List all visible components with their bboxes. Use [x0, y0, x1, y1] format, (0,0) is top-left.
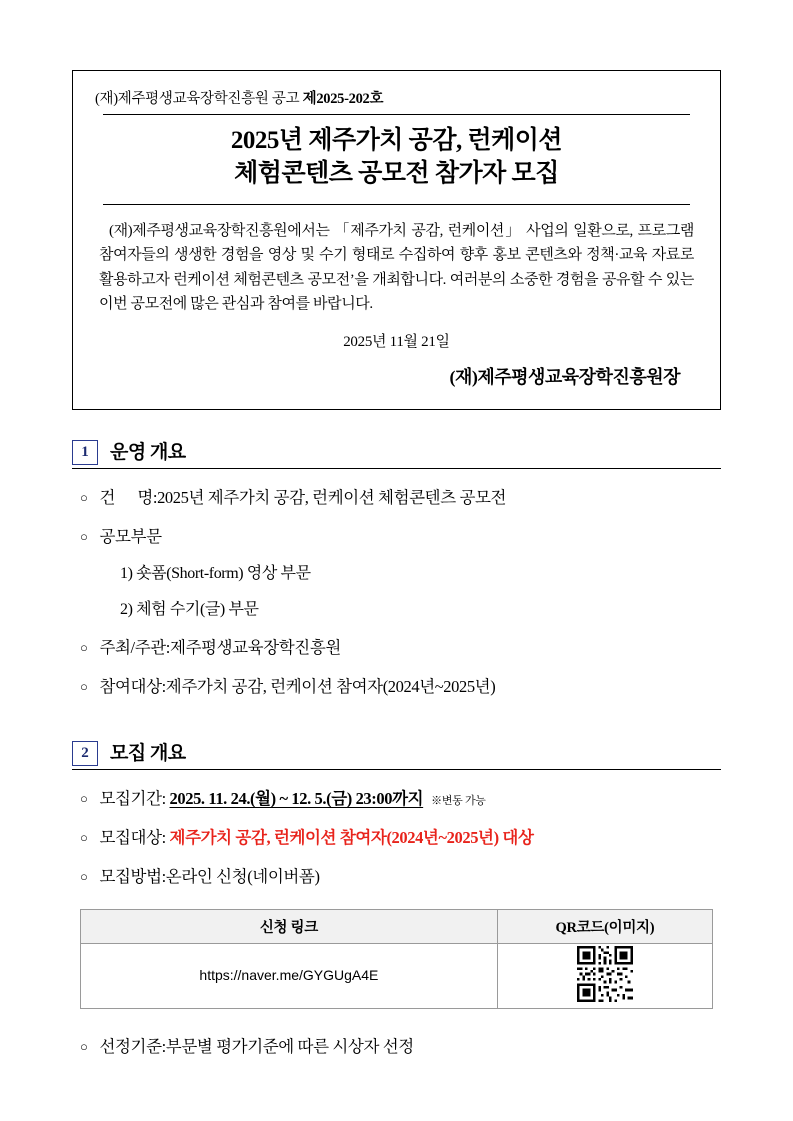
- table-header-row: [81, 910, 713, 944]
- circle-bullet-icon: ○: [80, 679, 88, 695]
- item-label: 모집기간:: [99, 789, 166, 809]
- qr-code-cell: [497, 944, 712, 1009]
- circle-bullet-icon: ○: [80, 1039, 88, 1055]
- selection-criteria-value: 부문별 평가기준에 따른 시상자 선정: [165, 1037, 414, 1057]
- section2-header: [72, 741, 721, 770]
- item-label: 공모부문: [99, 527, 162, 547]
- notice-header: [95, 87, 698, 108]
- section-operation-overview: [72, 440, 721, 697]
- recruitment-period-row: [72, 785, 721, 809]
- circle-bullet-icon: ○: [80, 640, 88, 656]
- sub-list-item: 1) 숏폼(Short-form) 영상 부문: [120, 565, 311, 583]
- recruitment-method-value: 온라인 신청(네이버폼): [165, 867, 320, 887]
- recruitment-target-row: [72, 824, 721, 848]
- qr-code-icon: [577, 946, 633, 1002]
- item-value: 제주가치 공감, 런케이션 참여자(2024년~2025년): [165, 677, 496, 697]
- list-item: [72, 523, 721, 547]
- notice-date: 2025년 11월 21일: [343, 334, 450, 351]
- notice-title-line2: 체험콘텐츠 공모전 참가자 모집: [234, 160, 559, 187]
- section1-number: 1: [72, 440, 98, 465]
- recruitment-period-note: ※변동 가능: [431, 795, 486, 808]
- circle-bullet-icon: ○: [80, 490, 88, 506]
- table-row: [81, 944, 713, 1009]
- circle-bullet-icon: ○: [80, 529, 88, 545]
- item-label: 주최/주관:: [99, 638, 170, 658]
- notice-org: (재)제주평생교육장학진흥원 공고: [95, 91, 300, 107]
- section-recruitment-overview: [72, 741, 721, 1057]
- item-label: 선정기준:: [99, 1037, 166, 1057]
- list-item: [72, 484, 721, 508]
- recruitment-method-row: [72, 863, 721, 887]
- table-header-qr: QR코드(이미지): [497, 910, 712, 944]
- item-label: 모집대상:: [99, 828, 166, 848]
- table-header-link: 신청 링크: [81, 910, 498, 944]
- section2-title: 모집 개요: [110, 743, 186, 765]
- application-link-table: [80, 909, 713, 1009]
- recruitment-target-value: 제주가치 공감, 런케이션 참여자(2024년~2025년) 대상: [169, 828, 534, 848]
- notice-title: [95, 115, 698, 196]
- section1-title: 운영 개요: [110, 442, 186, 464]
- notice-document-number: 제2025-202호: [302, 91, 384, 107]
- circle-bullet-icon: ○: [80, 791, 88, 807]
- notice-title-line1: 2025년 제주가치 공감, 런케이션: [230, 127, 563, 154]
- notice-body-text: (재)제주평생교육장학진흥원에서는 「제주가치 공감, 런케이션」 사업의 일환으로, 프로그램 참여자들의 생생한 경험을 영상 및 수기 형태로 수집하여 향후 홍보 콘텐츠와 정책·교육 자료로 활용하고자 런케이션 체험콘텐츠 공모전’을 개최합니다. 여러분의 소중한 경험을 공유할 수 있는 이번 공모전에 많은 관심과 참여를 바랍니다.: [99, 223, 694, 312]
- circle-bullet-icon: ○: [80, 830, 88, 846]
- item-value: 2025년 제주가치 공감, 런케이션 체험콘텐츠 공모전: [157, 488, 507, 508]
- notice-box: [72, 70, 721, 410]
- selection-criteria-row: [72, 1033, 721, 1057]
- list-item: [72, 673, 721, 697]
- section1-header: [72, 440, 721, 469]
- application-link-cell[interactable]: [81, 944, 498, 1009]
- application-url[interactable]: https://naver.me/GYGUgA4E: [199, 967, 379, 984]
- notice-signer: (재)제주평생교육장학진흥원장: [449, 367, 680, 388]
- item-label: 건 명:: [99, 488, 158, 508]
- sub-list-item: 2) 체험 수기(글) 부문: [120, 601, 259, 619]
- section2-number: 2: [72, 741, 98, 766]
- list-item: [72, 634, 721, 658]
- item-value: 제주평생교육장학진흥원: [169, 638, 341, 658]
- item-label: 모집방법:: [99, 867, 166, 887]
- circle-bullet-icon: ○: [80, 869, 88, 885]
- item-label: 참여대상:: [99, 677, 166, 697]
- recruitment-period-value: 2025. 11. 24.(월) ~ 12. 5.(금) 23:00까지: [169, 789, 424, 809]
